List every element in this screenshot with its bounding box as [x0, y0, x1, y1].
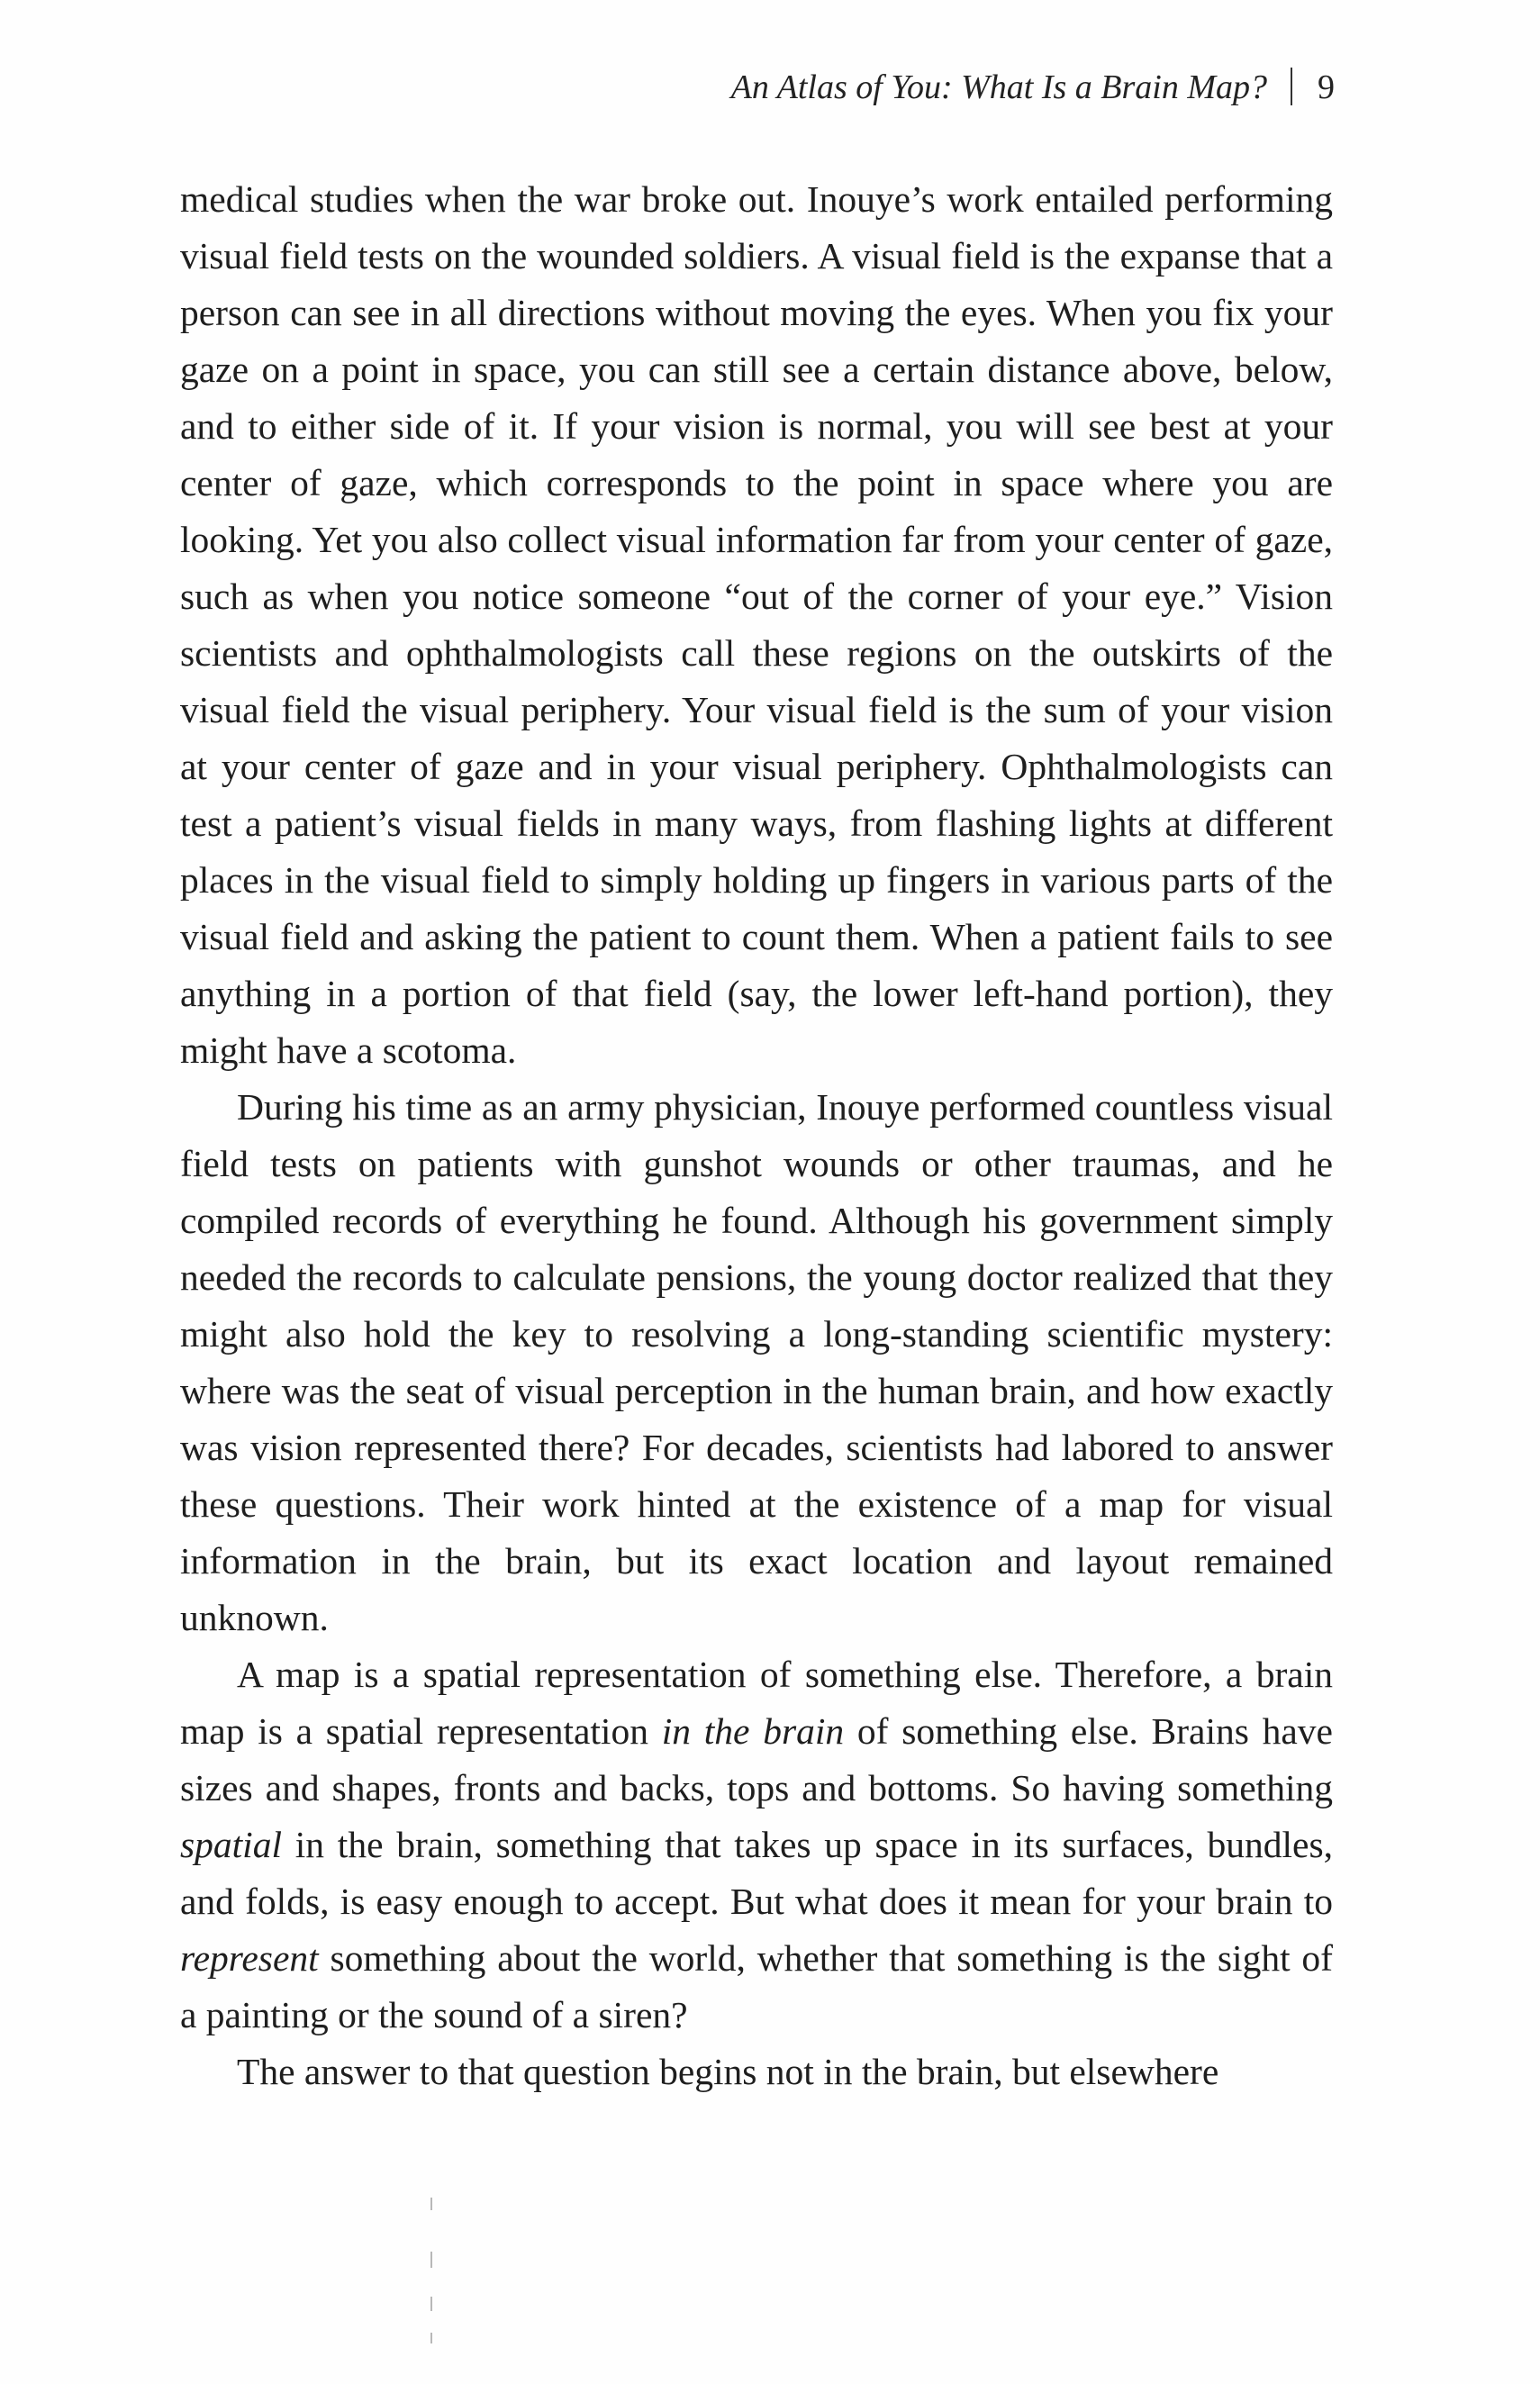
- speck: [430, 2198, 432, 2210]
- paragraph: [180, 2044, 1333, 2100]
- speck: [430, 2297, 432, 2311]
- paragraph: [180, 171, 1333, 1079]
- paragraph-text: A map is a spatial representation of something else. Therefore, a brain map is a spatial representation: [180, 1654, 1333, 1752]
- paragraph-text: something about the world, whether that something is the sight of a painting or the sound of a siren?: [180, 1937, 1333, 2035]
- speck: [430, 2252, 432, 2268]
- running-head: [731, 63, 1335, 112]
- speck: [430, 2333, 432, 2343]
- body-text: [180, 171, 1333, 2100]
- emphasis-text: spatial: [180, 1824, 282, 1865]
- paragraph-text: of something else. Brains have sizes and shapes, fronts and backs, tops and bottoms. So having something: [180, 1710, 1333, 1808]
- paragraph: [180, 1646, 1333, 2044]
- paragraph-text: During his time as an army physician, Inouye performed countless visual field tests on patients with gunshot wounds or other traumas, and he compiled records of everything he found. Although his government simply needed the records to calculate pensions, the young doctor realized that they might also hold the key to resolving a long-standing scientific mystery: where was the seat of visual perception in the human brain, and how exactly was vision represented there? For decades, scientists had labored to answer these questions. Their work hinted at the existence of a map for visual information in the brain, but its exact location and layout remained unknown.: [180, 1086, 1333, 1638]
- paragraph-text: medical studies when the war broke out. Inouye’s work entailed performing visual field tests on the wounded soldiers. A visual field is the expanse that a person can see in all directions without moving the eyes. When you fix your gaze on a point in space, you can still see a certain distance above, below, and to either side of it. If your vision is normal, you will see best at your center of gaze, which corresponds to the point in space where you are looking. Yet you also collect visual information far from your center of gaze, such as when you notice someone “out of the corner of your eye.” Vision scientists and ophthalmologists call these regions on the outskirts of the visual field the visual periphery. Your visual field is the sum of your vision at your center of gaze and in your visual periphery. Ophthalmologists can test a patient’s visual fields in many ways, from flashing lights at different places in the visual field to simply holding up fingers in various parts of the visual field and asking the patient to count them. When a patient fails to see anything in a portion of that field (say, the lower left-hand portion), they might have a scotoma.: [180, 178, 1333, 1071]
- emphasis-text: represent: [180, 1937, 319, 1979]
- paragraph-text: The answer to that question begins not in the brain, but elsewhere: [237, 2051, 1219, 2092]
- page-number: 9: [1318, 68, 1335, 106]
- running-head-title: An Atlas of You: What Is a Brain Map?: [730, 68, 1267, 106]
- running-head-separator: [1291, 68, 1292, 105]
- paragraph-text: in the brain, something that takes up space in its surfaces, bundles, and folds, is easy enough to accept. But what does it mean for your brain to: [180, 1824, 1333, 1922]
- paragraph: [180, 1079, 1333, 1646]
- emphasis-text: in the brain: [661, 1710, 845, 1752]
- scan-specks: [430, 2198, 434, 2351]
